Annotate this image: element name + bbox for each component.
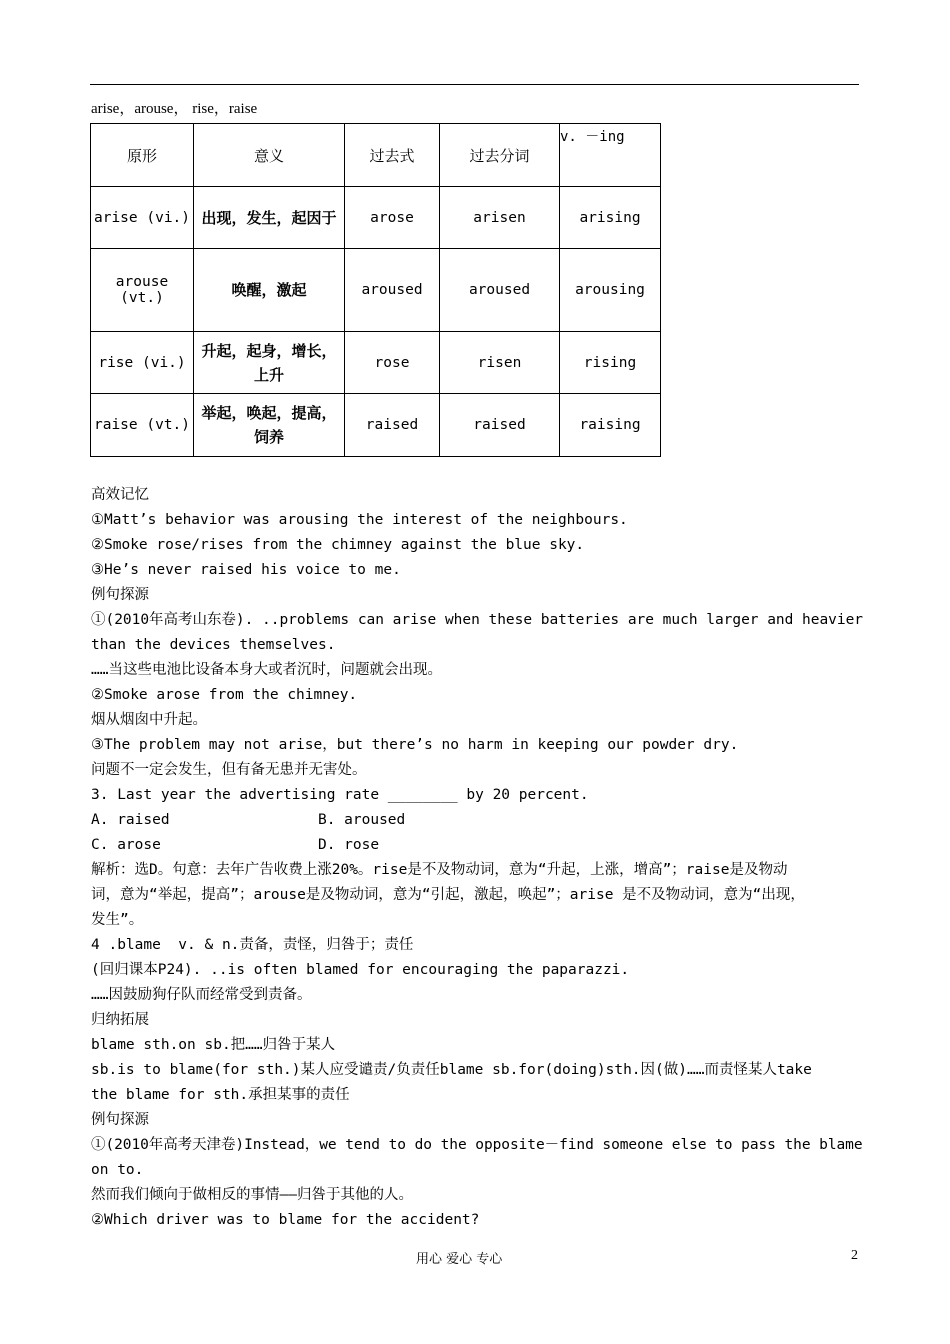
text-line: 词，意为“举起，提高”；arouse是及物动词，意为“引起，激起，唤起”；arise 是不及物动词，意为“出现， (91, 887, 805, 903)
text-line: blame sth.on sb.把……归咎于某人 (91, 1037, 336, 1053)
header-ing-label: v. －ing (560, 129, 625, 145)
page-number: 2 (851, 1248, 858, 1263)
text-line: ②Smoke arose from the chimney. (91, 687, 358, 703)
text-line: 解析：选D。句意：去年广告收费上涨20%。rise是不及物动词，意为“升起，上涨，增高”；raise是及物动 (91, 862, 788, 878)
text-line: 然而我们倾向于做相反的事情——归咎于其他的人。 (91, 1187, 413, 1203)
table-header-row (91, 124, 661, 187)
cell-past: rose (345, 332, 440, 394)
footer-slogan: 用心 爱心 专心 (416, 1252, 503, 1267)
verb-forms-table (90, 123, 661, 457)
text-line: ③He’s never raised his voice to me. (91, 562, 401, 578)
text-line: 问题不一定会发生，但有备无患并无害处。 (91, 762, 367, 778)
header-meaning: 意义 (194, 124, 345, 187)
text-line: ①(2010年高考天津卷)Instead，we tend to do the opposite－find someone else to pass the blame (91, 1137, 863, 1153)
text-line: 烟从烟囱中升起。 (91, 712, 207, 728)
text-line: the blame for sth.承担某事的责任 (91, 1087, 350, 1103)
cell-meaning: 出现，发生，起因于 (194, 187, 345, 249)
text-line: than the devices themselves. (91, 637, 336, 653)
cell-past: aroused (345, 249, 440, 332)
cell-ing: arousing (560, 249, 661, 332)
cell-base: arouse (vt.) (91, 249, 194, 332)
table-row (91, 249, 661, 332)
header-ing-form (560, 124, 661, 187)
text-line: ①(2010年高考山东卷). ..problems can arise when these batteries are much larger and heavier (91, 612, 864, 628)
cell-past: raised (345, 394, 440, 457)
text-line: ①Matt’s behavior was arousing the interest of the neighbours. (91, 512, 628, 528)
cell-pp: arisen (440, 187, 560, 249)
cell-base: raise (vt.) (91, 394, 194, 457)
text-line: 例句探源 (91, 587, 149, 603)
text-line: ③The problem may not arise，but there’s no harm in keeping our powder dry. (91, 737, 739, 753)
text-line: 归纳拓展 (91, 1012, 149, 1028)
text-line: 发生”。 (91, 912, 144, 928)
section-heading: arise，arouse， rise，raise (91, 101, 258, 117)
cell-meaning: 举起，唤起，提高，饲养 (194, 394, 345, 457)
cell-meaning: 唤醒，激起 (194, 249, 345, 332)
option-line: C. arose D. rose (91, 837, 380, 853)
cell-base: rise (vi.) (91, 332, 194, 394)
option-line: A. raised B. aroused (91, 812, 406, 828)
text-line: ……因鼓励狗仔队而经常受到责备。 (91, 987, 312, 1003)
text-line: sb.is to blame(for sth.)某人应受谴责/负责任blame sb.for(doing)sth.因(做)……而责怪某人take (91, 1062, 812, 1078)
cell-past: arose (345, 187, 440, 249)
text-line: on to. (91, 1162, 144, 1178)
text-line: ②Smoke rose/rises from the chimney against the blue sky. (91, 537, 585, 553)
header-past-tense: 过去式 (345, 124, 440, 187)
header-rule (90, 84, 859, 85)
table-row (91, 332, 661, 394)
cell-ing: arising (560, 187, 661, 249)
text-line: (回归课本P24). ..is often blamed for encouraging the paparazzi. (91, 962, 630, 978)
text-line: 4 .blame v. & n.责备，责怪，归咎于；责任 (91, 937, 414, 953)
question-line: 3. Last year the advertising rate ________ by 20 percent. (91, 787, 589, 803)
cell-ing: rising (560, 332, 661, 394)
table-row (91, 187, 661, 249)
text-line: ……当这些电池比设备本身大或者沉时，问题就会出现。 (91, 662, 442, 678)
cell-pp: risen (440, 332, 560, 394)
cell-meaning: 升起，起身，增长，上升 (194, 332, 345, 394)
cell-ing: raising (560, 394, 661, 457)
cell-pp: aroused (440, 249, 560, 332)
header-past-participle: 过去分词 (440, 124, 560, 187)
body-text (91, 483, 863, 1233)
table-row (91, 394, 661, 457)
header-base-form: 原形 (91, 124, 194, 187)
text-line: 例句探源 (91, 1112, 149, 1128)
text-line: 高效记忆 (91, 487, 149, 503)
cell-pp: raised (440, 394, 560, 457)
text-line: ②Which driver was to blame for the accident? (91, 1212, 480, 1228)
cell-base: arise (vi.) (91, 187, 194, 249)
